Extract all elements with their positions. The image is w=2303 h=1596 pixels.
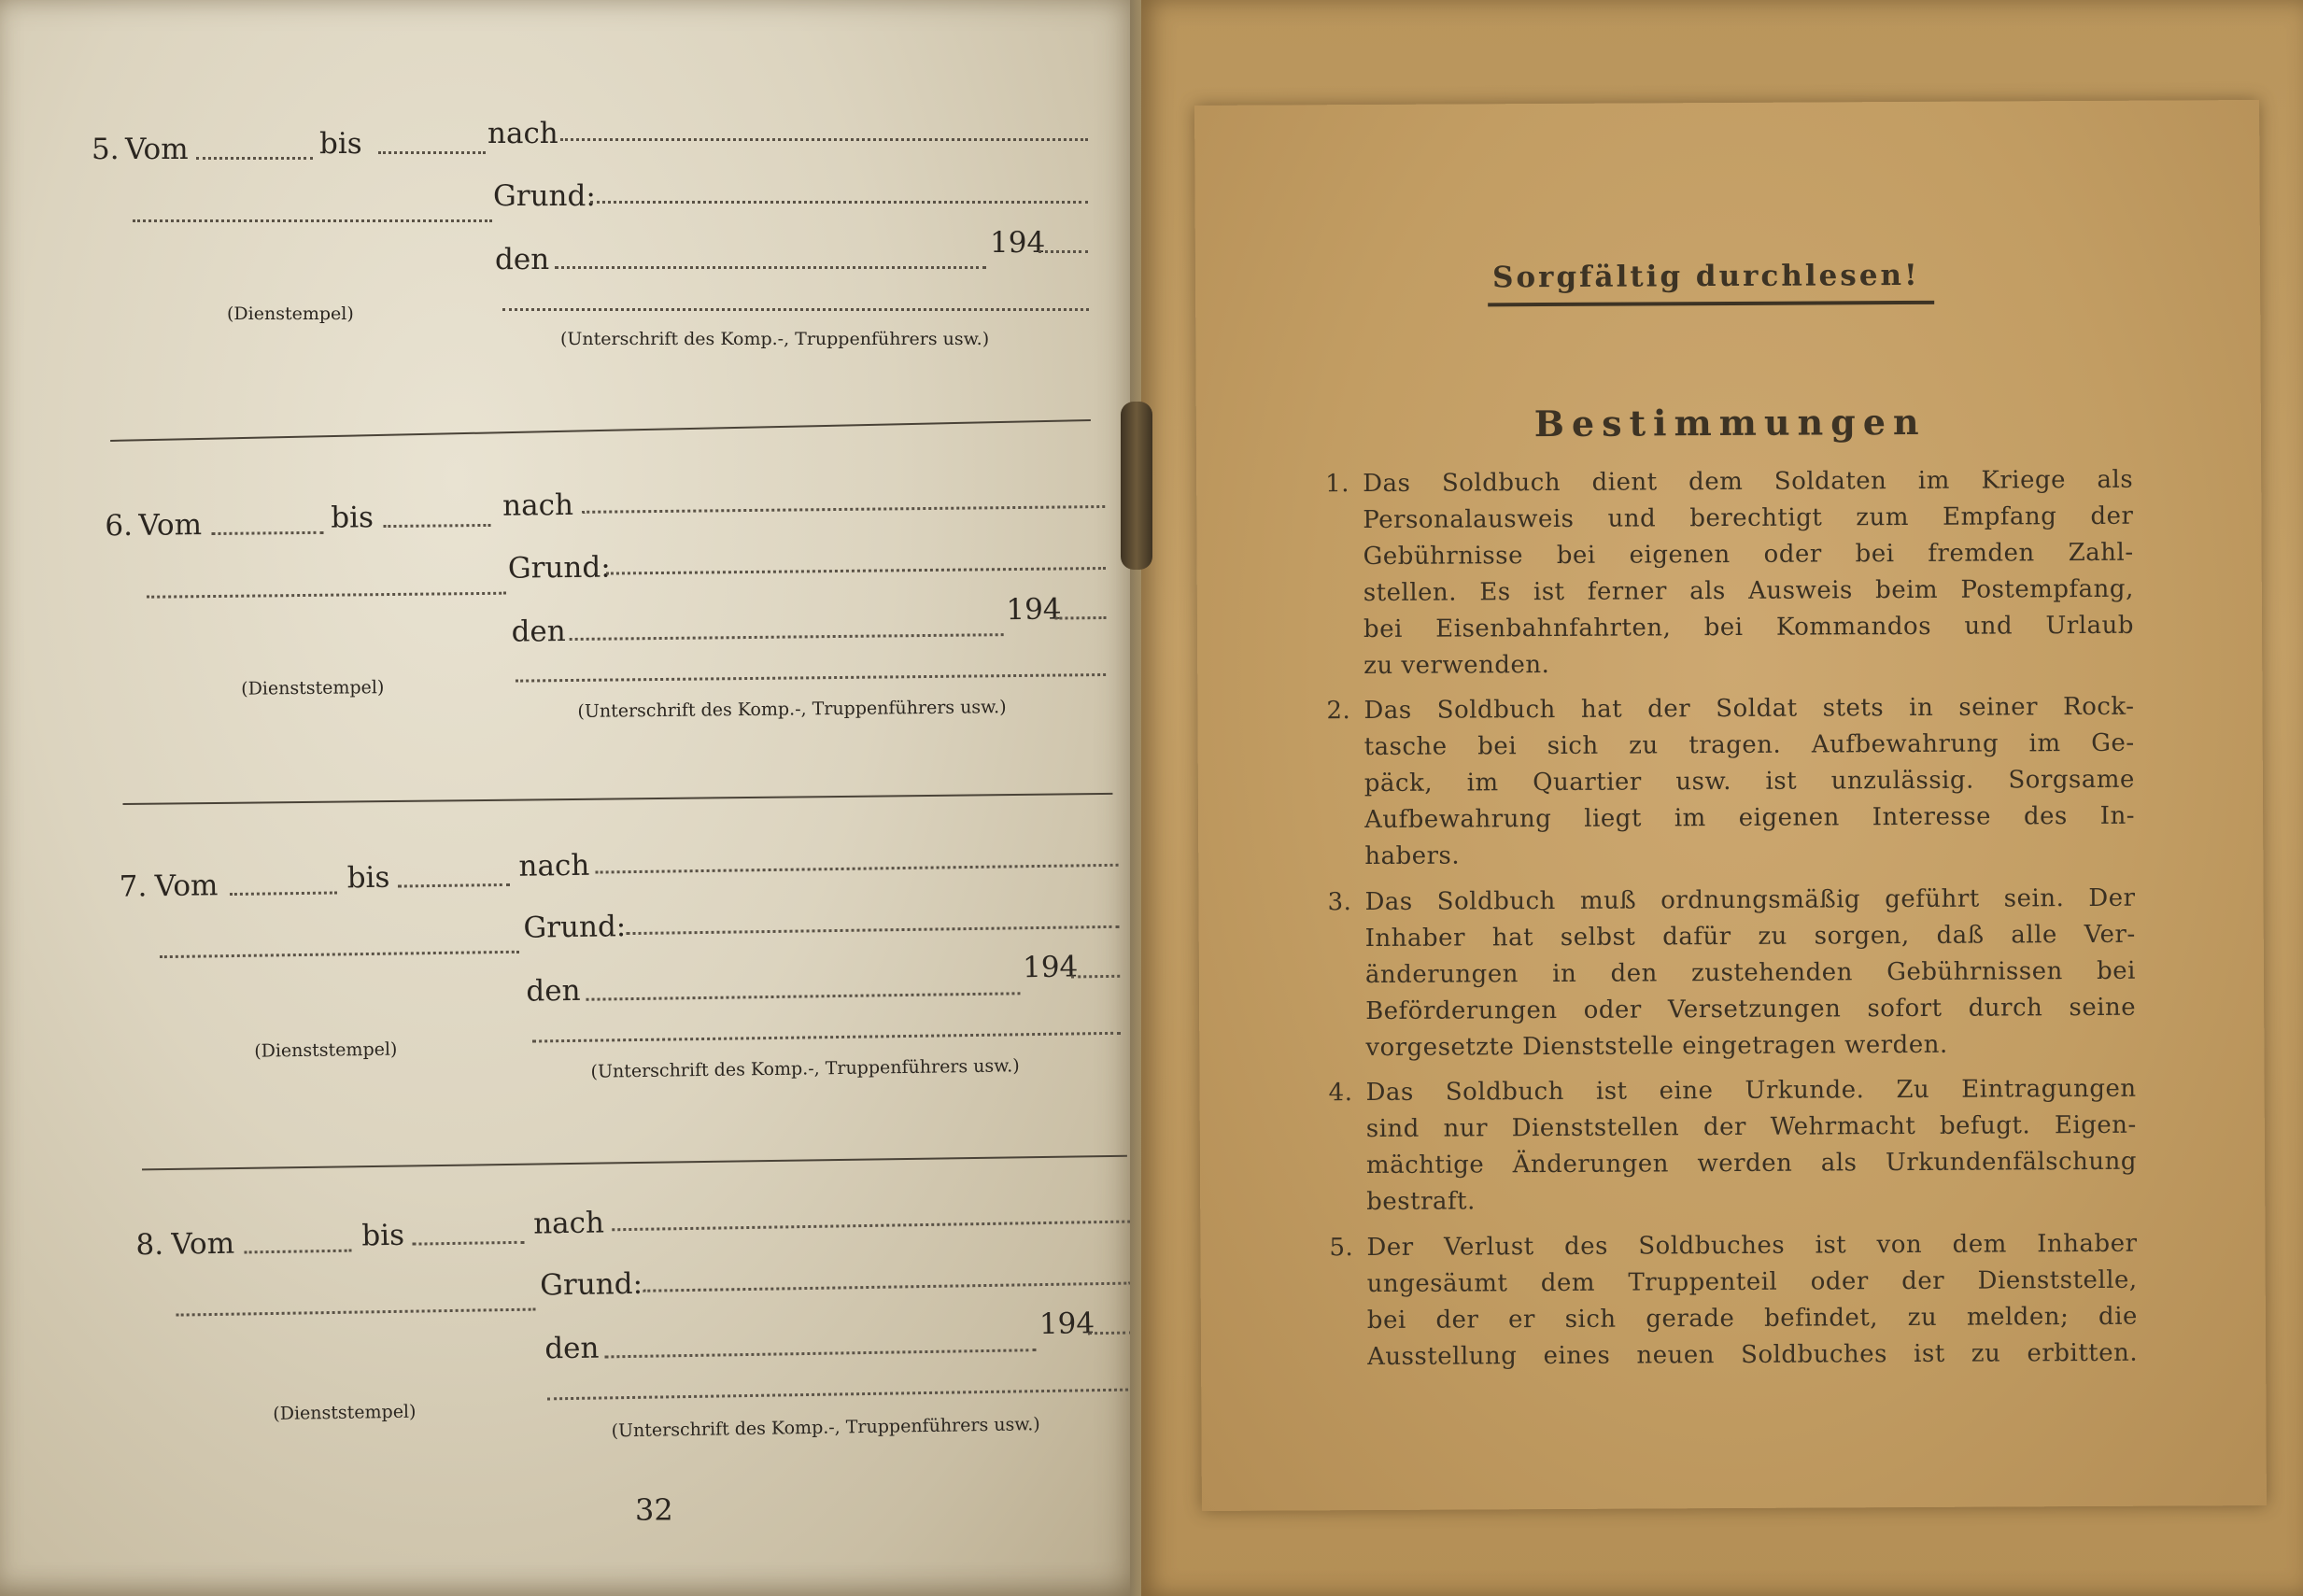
year-label: 194 [1038,1306,1095,1342]
regulation-line: bestraft. [1366,1187,1476,1217]
nach-label: nach [532,1206,605,1241]
regulation-line: Das Soldbuch hat der Soldat stets in seiner Rock- [1363,692,2135,726]
regulation-line: Das Soldbuch ist eine Urkunde. Zu Eintragungen [1365,1074,2137,1108]
vom-field[interactable] [245,1250,352,1254]
entry-8 [0,1195,1144,1587]
den-label: den [526,973,581,1009]
regulation-line: Gebührnisse bei eigenen oder bei fremden Zahl- [1363,538,2134,572]
year-label: 194 [1006,592,1062,628]
regulation-1 [1325,462,2135,681]
vom-label: Vom [138,508,203,543]
stamp-label: (Dienststempel) [273,1401,417,1425]
heading-underline [1488,301,1934,307]
grund-left-field[interactable] [177,1308,536,1317]
den-label: den [511,614,566,649]
regulation-line: habers. [1364,841,1461,871]
vom-field[interactable] [196,157,313,160]
divider [110,419,1091,442]
regulation-line: sind nur Dienststellen der Wehrmacht befugt. Eigen- [1365,1110,2137,1144]
year-label: 194 [990,226,1046,260]
read-carefully-heading: Sorgfältig durchlesen! [1491,258,1920,295]
entry-6 [0,475,1143,861]
grund-field[interactable] [627,925,1120,935]
regulation-line: vorgesetzte Dienststelle eingetragen werden. [1365,1030,1948,1063]
regulation-number: 2. [1326,697,1351,726]
right-page [1194,100,2267,1511]
regulation-line: bei Eisenbahnfahrten, bei Kommandos und Urlaub [1363,611,2135,644]
stamp-label: (Dienststempel) [241,677,385,699]
grund-left-field[interactable] [160,951,519,958]
regulation-line: Ausstellung eines neuen Soldbuches ist zu erbitten. [1367,1338,2139,1372]
regulation-2 [1326,689,2136,871]
den-field[interactable] [604,1349,1036,1358]
signature-label: (Unterschrift des Komp.-, Truppenführers usw.) [611,1414,1040,1442]
entry-number: 6. [105,508,134,544]
year-field[interactable] [1088,1332,1133,1335]
stamp-label: (Dienstempel) [227,304,354,324]
vom-label: Vom [154,869,219,904]
vom-field[interactable] [230,891,337,896]
grund-field[interactable] [643,1282,1131,1292]
regulation-line: Inhaber hat selbst dafür zu sorgen, daß alle Ver- [1364,920,2136,953]
binding-stitch [1121,402,1152,570]
signature-label: (Unterschrift des Komp.-, Truppenführers usw.) [577,697,1007,722]
nach-field[interactable] [582,505,1105,514]
year-field[interactable] [1054,616,1106,620]
page-number: 32 [635,1492,673,1528]
left-page [0,0,1143,1596]
bis-field[interactable] [412,1241,524,1246]
regulation-3 [1327,881,2137,1063]
grund-left-field[interactable] [133,219,492,222]
signature-field[interactable] [516,673,1106,683]
nach-field[interactable] [612,1221,1130,1232]
entry-number: 8. [135,1227,164,1263]
regulation-line: mächtige Änderungen werden als Urkundenfälschung [1365,1147,2138,1180]
grund-label: Grund: [523,910,627,945]
grund-left-field[interactable] [147,592,506,599]
regulation-line: zu verwenden. [1363,651,1550,681]
nach-field[interactable] [596,864,1119,874]
den-label: den [495,243,550,276]
regulation-line: Das Soldbuch dient dem Soldaten im Kriege als [1363,465,2134,499]
nach-label: nach [487,117,558,150]
entry-5 [0,112,1141,486]
stamp-label: (Dienststempel) [254,1038,398,1062]
regulation-line: änderungen in den zustehenden Gebührnissen bei [1364,956,2137,990]
grund-label: Grund: [493,179,596,213]
signature-field[interactable] [502,308,1089,311]
signature-label: (Unterschrift des Komp.-, Truppenführers usw.) [560,329,990,349]
year-label: 194 [1022,950,1079,985]
den-label: den [544,1331,600,1366]
year-field[interactable] [1038,250,1088,253]
regulation-line: Personalausweis und berechtigt zum Empfang der [1363,501,2134,535]
entry-7 [0,837,1144,1226]
nach-label: nach [502,487,574,523]
entry-number: 7. [119,869,148,904]
den-field[interactable] [555,266,986,269]
bis-label: bis [319,127,362,161]
grund-field[interactable] [606,567,1106,575]
regulation-line: bei der er sich gerade befindet, zu melden; die [1366,1302,2138,1335]
divider [142,1155,1127,1171]
grund-label: Grund: [507,550,611,586]
nach-label: nach [518,848,590,883]
regulation-line: ungesäumt dem Truppenteil oder der Dienststelle, [1366,1265,2138,1299]
den-field[interactable] [586,992,1020,1000]
regulation-line: stellen. Es ist ferner als Ausweis beim Postempfang, [1363,574,2134,608]
regulation-number: 3. [1327,888,1352,917]
signature-field[interactable] [547,1389,1134,1401]
regulation-line: Aufbewahrung liegt im eigenen Interesse des In- [1363,801,2136,835]
regulations-title: Bestimmungen [1533,400,1927,445]
signature-field[interactable] [532,1032,1121,1043]
year-field[interactable] [1071,975,1120,979]
regulation-line: Der Verlust des Soldbuches ist von dem Inhaber [1366,1229,2138,1263]
bis-label: bis [346,860,390,896]
regulation-line: Beförderungen oder Versetzungen sofort durch seine [1365,993,2137,1026]
vom-field[interactable] [211,531,323,535]
regulation-number: 5. [1329,1234,1354,1263]
regulation-5 [1329,1226,2139,1372]
vom-label: Vom [171,1226,235,1262]
signature-label: (Unterschrift des Komp.-, Truppenführers usw.) [590,1055,1020,1082]
grund-field[interactable] [590,201,1088,204]
grund-label: Grund: [539,1266,643,1303]
nach-field[interactable] [560,138,1088,141]
bis-field[interactable] [398,883,510,888]
regulation-4 [1328,1071,2138,1217]
regulation-line: Das Soldbuch muß ordnungsmäßig geführt sein. Der [1364,883,2136,917]
bis-label: bis [331,501,374,535]
regulation-line: tasche bei sich zu tragen. Aufbewahrung im Ge- [1363,728,2135,762]
regulation-number: 4. [1328,1079,1353,1108]
divider [122,793,1112,805]
den-field[interactable] [570,633,1004,641]
regulation-line: päck, im Quartier usw. ist unzulässig. Sorgsame [1363,765,2135,798]
regulation-number: 1. [1325,470,1350,499]
bis-field[interactable] [378,151,486,154]
vom-label: Vom [125,133,189,166]
bis-field[interactable] [383,524,490,528]
entry-number: 5. [92,133,120,166]
bis-label: bis [361,1218,405,1253]
